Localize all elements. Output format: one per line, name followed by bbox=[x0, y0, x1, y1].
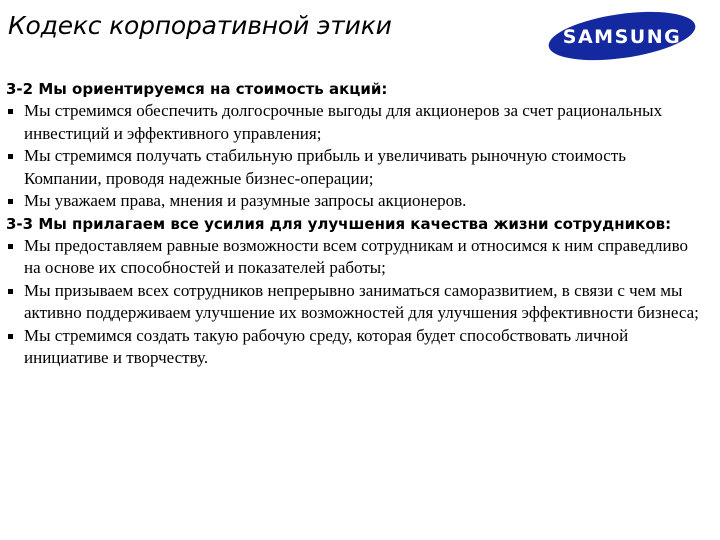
bullet-list-stock-value bbox=[6, 100, 706, 213]
list-item bbox=[6, 190, 706, 213]
slide-title: Кодекс корпоративной этики bbox=[8, 11, 392, 40]
list-item bbox=[6, 325, 706, 370]
logo-text: SAMSUNG bbox=[562, 26, 682, 48]
bullet-icon bbox=[8, 109, 13, 114]
bullet-icon bbox=[8, 289, 13, 294]
section-heading-stock-value: 3-2 Мы ориентируемся на стоимость акций: bbox=[6, 80, 388, 98]
samsung-logo bbox=[546, 10, 698, 62]
bullet-icon bbox=[8, 199, 13, 204]
list-item-text: Мы стремимся получать стабильную прибыль и увеличивать рыночную стоимость Компании, проводя надежные бизнес-операции; bbox=[24, 146, 627, 188]
list-item bbox=[6, 280, 706, 325]
list-item-text: Мы стремимся обеспечить долгосрочные выгоды для акционеров за счет рациональных инвестиций и эффективного управления; bbox=[24, 101, 663, 143]
list-item-text: Мы стремимся создать такую рабочую среду, которая будет способствовать личной инициативе и творчеству. bbox=[24, 325, 629, 367]
content bbox=[6, 78, 706, 370]
list-item bbox=[6, 235, 706, 280]
list-item bbox=[6, 100, 706, 145]
list-item-text: Мы предоставляем равные возможности всем сотрудникам и относимся к ним справедливо на основе их способностей и показателей работы; bbox=[24, 235, 689, 277]
bullet-icon bbox=[8, 244, 13, 249]
bullet-icon bbox=[8, 334, 13, 339]
section-heading-employees: 3-3 Мы прилагаем все усилия для улучшения качества жизни сотрудников: bbox=[6, 214, 672, 233]
bullet-icon bbox=[8, 154, 13, 159]
list-item bbox=[6, 145, 706, 190]
bullet-list-employees bbox=[6, 235, 706, 370]
list-item-text: Мы призываем всех сотрудников непрерывно заниматься саморазвитием, в связи с чем мы активно поддерживаем улучшение их возможностей для улучшения эффективности бизнеса; bbox=[24, 280, 699, 322]
list-item-text: Мы уважаем права, мнения и разумные запросы акционеров. bbox=[24, 191, 467, 210]
